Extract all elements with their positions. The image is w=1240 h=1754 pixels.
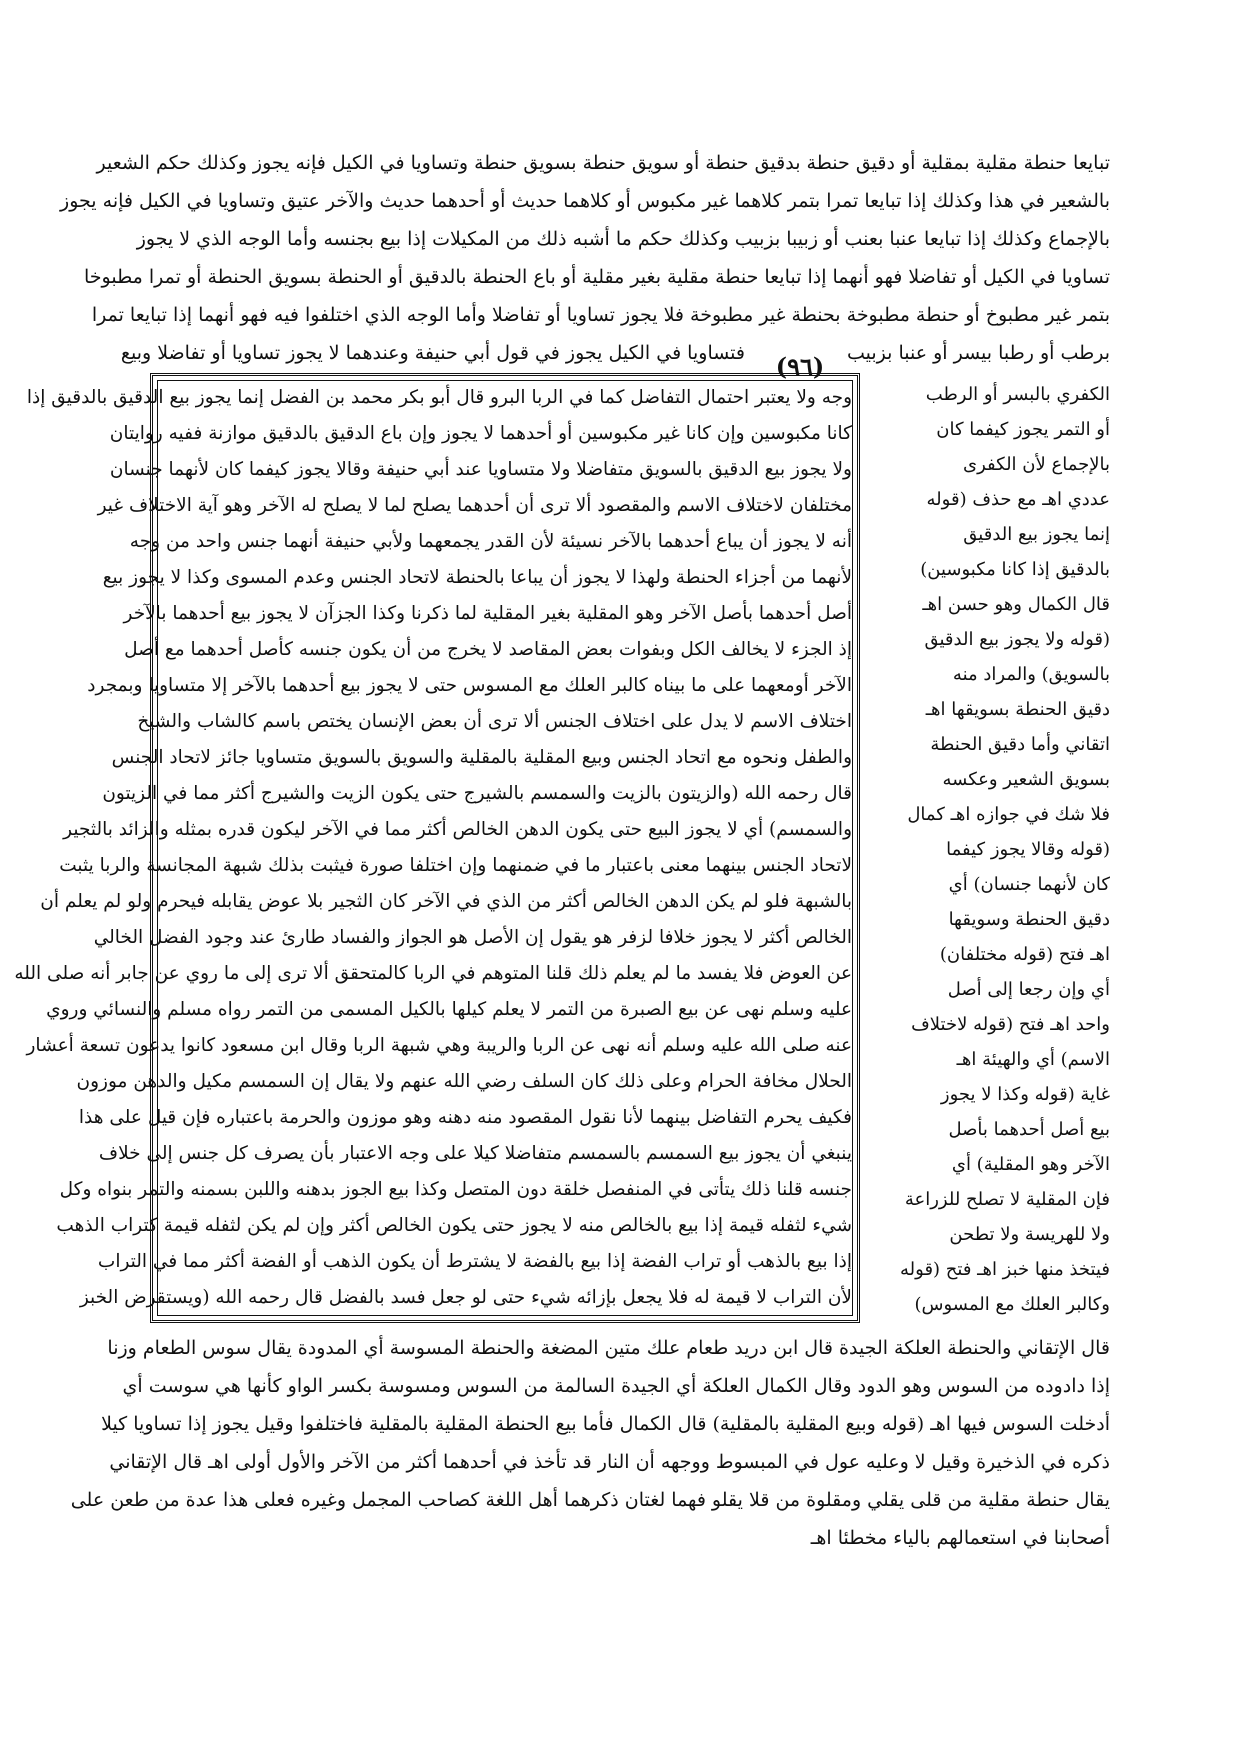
text-line: الخالص أكثر لا يجوز خلافا لزفر هو يقول إن الأصل هو الجواز والفساد طارئ عند وجود الفضل الخالي xyxy=(93,927,852,948)
margin-note-line: (قوله ولا يجوز بيع الدقيق xyxy=(924,629,1110,650)
margin-note-line: واحد اهـ فتح (قوله لاختلاف xyxy=(911,1014,1110,1035)
text-line: عن العوض فلا يفسد ما لم يعلم ذلك قلنا المتوهم في الربا كالمتحقق ألا ترى إلى ما روي عن جابر أنه صلى الله xyxy=(14,963,852,984)
margin-note-line: الاسم) أي والهيئة اهـ xyxy=(956,1049,1110,1070)
margin-note-line: بسويق الشعير وعكسه xyxy=(942,769,1110,790)
text-line: عنه صلى الله عليه وسلم أنه نهى عن الربا والريبة وهي شبهة الربا وقال ابن مسعود كانوا يدعون تسعة أعشار xyxy=(26,1035,852,1056)
text-line: تساويا في الكيل أو تفاضلا فهو أنهما إذا تبايعا حنطة مقلية بغير مقلية أو باع الحنطة بالدقيق أو الحنطة بسويق الحنطة أو تمرا مطبوخا xyxy=(83,266,1110,288)
text-line: بالإجماع وكذلك إذا تبايعا عنبا بعنب أو زبيبا بزبيب وكذلك حكم ما أشبه ذلك من المكيلات إذا بيع بجنسه وأما الوجه الذي لا يجوز xyxy=(136,228,1110,250)
page-number: (٩٦) xyxy=(775,352,825,381)
margin-note-line: (قوله وقالا يجوز كيفما xyxy=(946,839,1110,860)
margin-note-line: فيتخذ منها خبز اهـ فتح (قوله xyxy=(900,1259,1110,1280)
margin-note-line: بالسويق) والمراد منه xyxy=(952,664,1110,685)
text-line: فتساويا في الكيل يجوز في قول أبي حنيفة وعندهما لا يجوز تساويا أو تفاضلا وبيع xyxy=(120,342,745,364)
margin-note-line: ولا للهريسة ولا تطحن xyxy=(949,1224,1110,1245)
text-line: بتمر غير مطبوخ أو حنطة مطبوخة بحنطة غير مطبوخة فلا يجوز تساويا أو تفاضلا وأما الوجه الذي اختلفوا فيه فهو أنهما إذا تبايعا تمرا xyxy=(91,304,1110,326)
text-line: وجه ولا يعتبر احتمال التفاضل كما في الربا البرو قال أبو بكر محمد بن الفضل إنما يجوز بيع الدقيق بالدقيق إذا xyxy=(26,387,852,408)
text-line: عليه وسلم نهى عن بيع الصبرة من التمر لا يعلم كيلها بالكيل المسمى من التمر رواه مسلم والنسائي وروي xyxy=(46,999,852,1020)
margin-note-line: عددي اهـ مع حذف (قوله xyxy=(926,489,1110,510)
text-line: ينبغي أن يجوز بيع السمسم بالسمسم متفاضلا كيلا على وجه الاعتبار بأن يصرف كل جنس إلى خلاف xyxy=(98,1143,852,1164)
margin-note-line: كان لأنهما جنسان) أي xyxy=(948,874,1110,895)
text-line: بالشعير في هذا وكذلك إذا تبايعا تمرا بتمر كلاهما غير مكبوس أو كلاهما حديث أو أحدهما حديث والآخر عتيق وتساويا في الكيل فإنه يجوز xyxy=(60,190,1110,212)
text-line: بالشبهة فلو لم يكن الدهن الخالص أكثر من الذي في الآخر كان الثجير بلا عوض يقابله فيحرم ولو لم يعلم أن xyxy=(40,891,852,912)
text-line: مختلفان لاختلاف الاسم والمقصود ألا ترى أن أحدهما يصلح لما لا يصلح له الآخر وهو آية الاختلاف غير xyxy=(97,495,852,516)
margin-note-line: بالإجماع لأن الكفرى xyxy=(963,454,1110,475)
margin-note-line: بيع أصل أحدهما بأصل xyxy=(948,1119,1110,1140)
text-line: والطفل ونحوه مع اتحاد الجنس وبيع المقلية بالمقلية والسويق بالسويق متساويا جائز لاتحاد الجنس xyxy=(111,747,852,768)
text-line: إذا بيع بالذهب أو تراب الفضة إذا بيع بالفضة لا يشترط أن يكون الذهب أو الفضة أكثر مما في التراب xyxy=(97,1251,852,1272)
text-line: قال رحمه الله (والزيتون بالزيت والسمسم بالشيرج حتى يكون الزيت والشيرج أكثر مما في الزيتون xyxy=(102,783,852,804)
margin-note-line: قال الكمال وهو حسن اهـ xyxy=(922,594,1110,615)
text-line: ذكره في الذخيرة وقيل لا وعليه عول في المبسوط ووجهه أن النار قد تأخذ في أحدهما أكثر من الآخر والأول أولى اهـ قال الإتقاني xyxy=(109,1451,1110,1473)
text-line: إذا دادوده من السوس وهو الدود وقال الكمال العلكة أي الجيدة السالمة من السوس ومسوسة بكسر الواو كأنها هي سوست أي xyxy=(122,1375,1110,1397)
margin-note-line: اهـ فتح (قوله مختلفان) xyxy=(939,944,1110,965)
text-line: والسمسم) أي لا يجوز البيع حتى يكون الدهن الخالص أكثر مما في الآخر ليكون قدره بمثله والزائد بالثجير xyxy=(63,819,852,840)
margin-note-line: دقيق الحنطة وسويقها xyxy=(948,909,1110,930)
text-line: إذ الجزء لا يخالف الكل وبفوات بعض المقاصد لا يخرج من أن يكون جنسه كأصل أحدهما مع أصل xyxy=(124,639,852,660)
text-line: الآخر أومعهما على ما بيناه كالبر العلك مع المسوس حتى لا يجوز بيع أحدهما بالآخر إلا متساويا وبمجرد xyxy=(87,675,852,696)
text-line: كانا مكبوسين وإن كانا غير مكبوسين أو أحدهما لا يجوز وإن باع الدقيق بالدقيق موازنة ففيه روايتان xyxy=(109,423,852,444)
text-line: لأنهما من أجزاء الحنطة ولهذا لا يجوز أن يباعا بالحنطة لاتحاد الجنس وعدم المسوى وكذا لا يجوز بيع xyxy=(102,567,852,588)
margin-note-line: إنما يجوز بيع الدقيق xyxy=(963,524,1110,545)
margin-note-line: وكالبر العلك مع المسوس) xyxy=(914,1294,1110,1315)
text-line: أدخلت السوس فيها اهـ (قوله وبيع المقلية بالمقلية) قال الكمال فأما بيع الحنطة المقلية بالمقلية فاختلفوا وقيل يجوز إذا تساويا كيلا xyxy=(101,1413,1110,1435)
margin-note-line: أو التمر يجوز كيفما كان xyxy=(936,419,1110,440)
text-line: لأن التراب لا قيمة له فلا يجعل بإزائه شيء حتى لو جعل فسد بالفضل قال رحمه الله (ويستقرض الخبز xyxy=(79,1287,852,1308)
margin-note-line: الكفري بالبسر أو الرطب xyxy=(925,384,1110,405)
margin-note-line: دقيق الحنطة بسويقها اهـ xyxy=(925,699,1110,720)
text-line: قال الإتقاني والحنطة العلكة الجيدة قال ابن دريد طعام علك متين المضغة والحنطة المسوسة أي المدودة يقال سوس الطعام وزنا xyxy=(107,1337,1110,1359)
margin-note-line: غاية (قوله وكذا لا يجوز xyxy=(940,1084,1110,1105)
margin-note-line: فإن المقلية لا تصلح للزراعة xyxy=(904,1189,1110,1210)
margin-note-line: فلا شك في جوازه اهـ كمال xyxy=(907,804,1110,825)
margin-note-line: بالدقيق إذا كانا مكبوسين) xyxy=(920,559,1110,580)
text-line: أصحابنا في استعمالهم بالياء مخطئا اهـ xyxy=(810,1527,1110,1549)
text-line: فكيف يحرم التفاضل بينهما لأنا نقول المقصود منه دهنه وهو موزون والحرمة باعتباره فإن قيل على هذا xyxy=(78,1107,852,1128)
margin-note-line: اتقاني وأما دقيق الحنطة xyxy=(930,734,1110,755)
margin-note-line: الآخر وهو المقلية) أي xyxy=(951,1154,1110,1175)
text-line: اختلاف الاسم لا يدل على اختلاف الجنس ألا ترى أن بعض الإنسان يختص باسم كالشاب والشيخ xyxy=(137,711,852,732)
text-line: برطب أو رطبا بيسر أو عنبا بزبيب xyxy=(846,342,1110,364)
text-line: شيء لثفله قيمة إذا بيع بالخالص منه لا يجوز حتى يكون الخالص أكثر وإن لم يكن لثفله قيمة كتراب الذهب xyxy=(56,1215,852,1236)
text-line: ولا يجوز بيع الدقيق بالسويق متفاضلا ولا متساويا عند أبي حنيفة وقالا يجوز كيفما كان لأنهما جنسان xyxy=(109,459,852,480)
text-line: أصل أحدهما بأصل الآخر وهو المقلية بغير المقلية لما ذكرنا وكذا الجزآن لا يجوز بيع أحدهما بالآخر xyxy=(123,603,852,624)
text-line: يقال حنطة مقلية من قلى يقلي ومقلوة من قلا يقلو فهما لغتان ذكرهما أهل اللغة كصاحب المجمل وغيره فعلى هذا عدة من طعن على xyxy=(70,1489,1110,1511)
text-line: لاتحاد الجنس بينهما معنى باعتبار ما في ضمنهما وإن اختلفا صورة فيثبت بذلك شبهة المجانسة والربا يثبت xyxy=(59,855,852,876)
margin-note-line: أي وإن رجعا إلى أصل xyxy=(947,979,1110,1000)
text-line: تبايعا حنطة مقلية بمقلية أو دقيق حنطة بدقيق حنطة أو سويق حنطة بسويق حنطة وتساويا في الكيل فإنه يجوز وكذلك حكم الشعير xyxy=(96,152,1110,174)
text-line: جنسه قلنا ذلك يتأتى في المنفصل خلقة دون المتصل وكذا بيع الجوز بدهنه واللبن بسمنه والتمر بنواه وكل xyxy=(59,1179,852,1200)
text-line: الحلال مخافة الحرام وعلى ذلك كان السلف رضي الله عنهم ولا يقال إن السمسم مكيل والدهن موزون xyxy=(76,1071,852,1092)
text-line: أنه لا يجوز أن يباع أحدهما بالآخر نسيئة لأن القدر يجمعهما ولأبي حنيفة أنهما جنس واحد من وجه xyxy=(129,531,852,552)
